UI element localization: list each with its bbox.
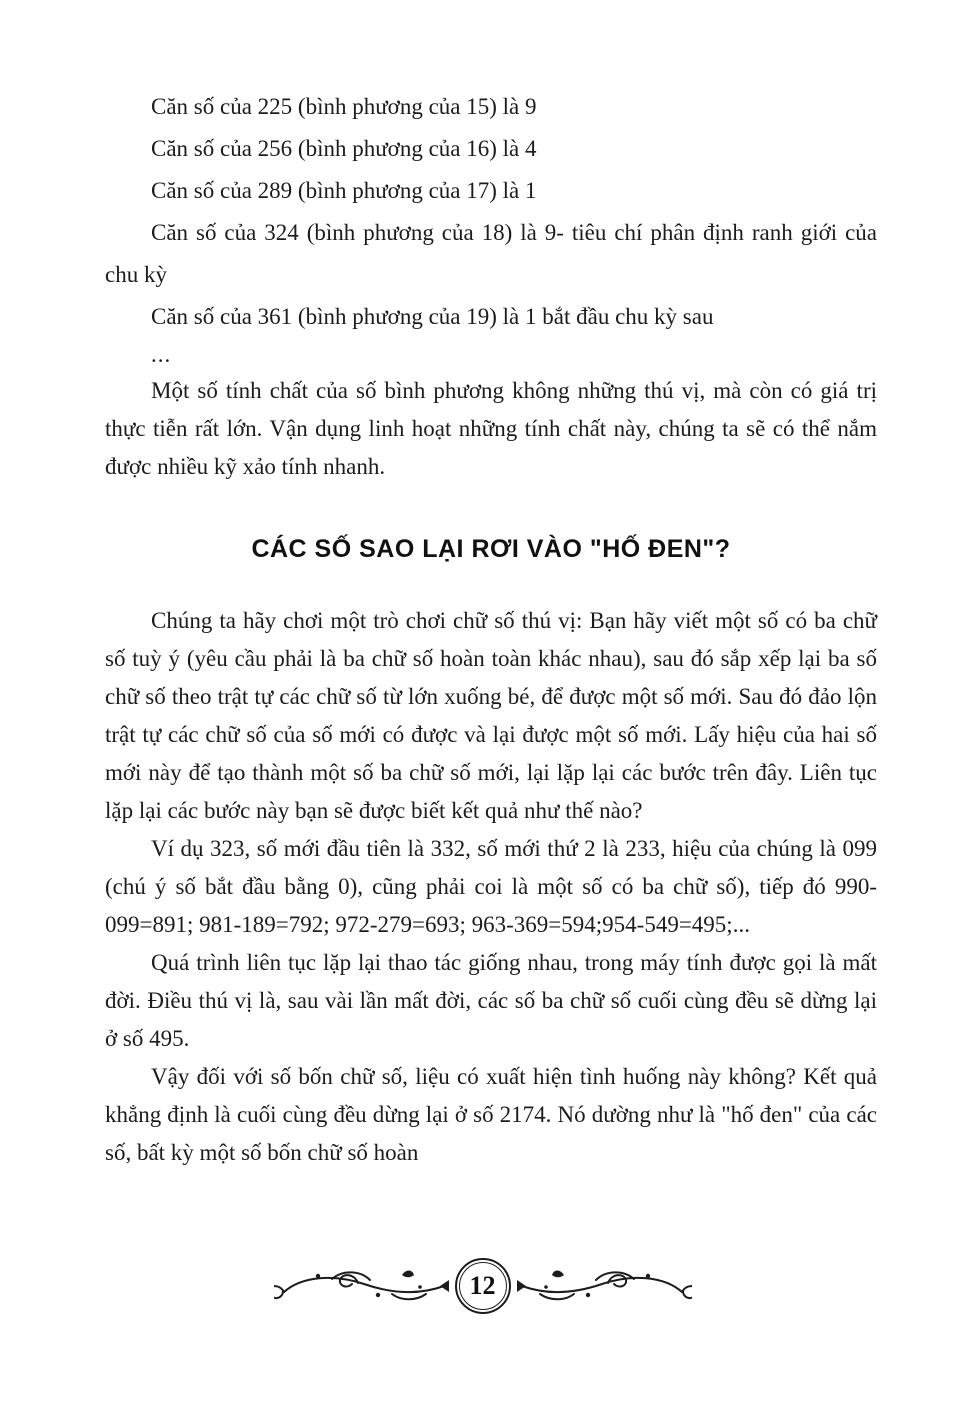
page-number: 12 [469, 1271, 496, 1300]
page-number-inner-ring [459, 1262, 507, 1310]
flourish-left-icon [274, 1262, 449, 1310]
list-line: Căn số của 225 (bình phương của 15) là 9 [151, 94, 537, 119]
page-content [105, 86, 877, 1172]
list-line: Căn số của 256 (bình phương của 16) là 4 [151, 136, 537, 161]
intro-paragraph: Một số tính chất của số bình phương không những thú vị, mà còn có giá trị thực tiễn rất lớn. Vận dụng linh hoạt những tính chất này, chúng ta sẽ có thể nắm được nhiều kỹ xảo tính nhanh. [105, 378, 877, 479]
paragraph: Vậy đối với số bốn chữ số, liệu có xuất hiện tình huống này không? Kết quả khẳng định là cuối cùng đều dừng lại ở số 2174. Nó dường như là "hố đen" của các số, bất kỳ một số bốn chữ số hoàn [105, 1064, 877, 1165]
paragraph: Quá trình liên tục lặp lại thao tác giống nhau, trong máy tính được gọi là mất đời. Điều thú vị là, sau vài lần mất đời, các số ba chữ số cuối cùng đều sẽ dừng lại ở số 495. [105, 950, 877, 1051]
ellipsis-line: ... [151, 342, 172, 367]
flourish-right-icon [517, 1262, 692, 1310]
page-number-badge [455, 1258, 511, 1314]
page-footer [0, 1258, 965, 1314]
list-line: Căn số của 324 (bình phương của 18) là 9- tiêu chí phân định ranh giới của chu kỳ [105, 220, 877, 287]
list-line: Căn số của 361 (bình phương của 19) là 1 bắt đầu chu kỳ sau [151, 304, 714, 329]
list-line: Căn số của 289 (bình phương của 17) là 1 [151, 178, 537, 203]
paragraph: Ví dụ 323, số mới đầu tiên là 332, số mới thứ 2 là 233, hiệu của chúng là 099 (chú ý số bắt đầu bằng 0), cũng phải coi là một số có ba chữ số), tiếp đó 990-099=891; 981-189=792; 972-279=693; 963-369=594;954-549=495;... [105, 836, 877, 937]
section-heading: CÁC SỐ SAO LẠI RƠI VÀO "HỐ ĐEN"? [251, 535, 731, 563]
paragraph: Chúng ta hãy chơi một trò chơi chữ số thú vị: Bạn hãy viết một số có ba chữ số tuỳ ý (yêu cầu phải là ba chữ số hoàn toàn khác nhau), sau đó sắp xếp lại ba số chữ số theo trật tự các chữ số từ lớn xuống bé, để được một số mới. Sau đó đảo lộn trật tự các chữ số của số mới có được và lại được một số mới. Lấy hiệu của hai số mới này để tạo thành một số ba chữ số mới, lại lặp lại các bước trên đây. Liên tục lặp lại các bước này bạn sẽ được biết kết quả như thế nào? [105, 608, 877, 823]
